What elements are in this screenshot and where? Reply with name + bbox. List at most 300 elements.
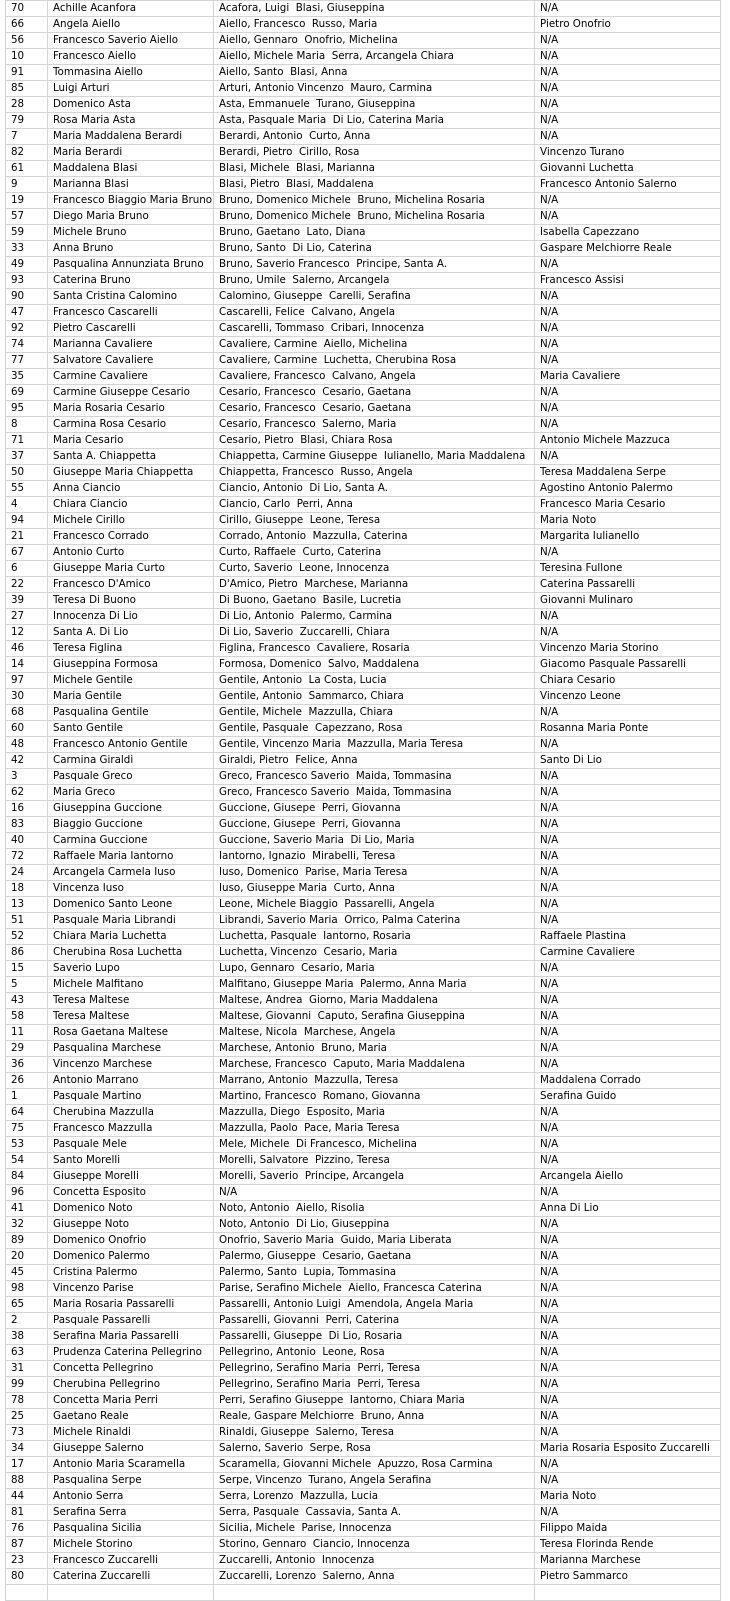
parents-cell[interactable]: Bruno, Domenico Michele Bruno, Michelina Rosaria (214, 209, 535, 225)
person-name-cell[interactable]: Caterina Bruno (48, 273, 214, 289)
godparent-cell[interactable]: Teresa Maddalena Serpe (535, 465, 721, 481)
parents-cell[interactable]: Cavaliere, Carmine Aiello, Michelina (214, 337, 535, 353)
person-name-cell[interactable]: Santa A. Chiappetta (48, 449, 214, 465)
godparent-cell[interactable]: N/A (535, 1457, 721, 1473)
godparent-cell[interactable]: Giovanni Luchetta (535, 161, 721, 177)
parents-cell[interactable]: Pellegrino, Serafino Maria Perri, Teresa (214, 1361, 535, 1377)
parents-cell[interactable]: Passarelli, Giuseppe Di Lio, Rosaria (214, 1329, 535, 1345)
record-number-cell[interactable]: 47 (6, 305, 48, 321)
person-name-cell[interactable]: Tommasina Aiello (48, 65, 214, 81)
person-name-cell[interactable]: Concetta Esposito (48, 1185, 214, 1201)
record-number-cell[interactable]: 58 (6, 1009, 48, 1025)
person-name-cell[interactable]: Michele Malfitano (48, 977, 214, 993)
godparent-cell[interactable]: N/A (535, 65, 721, 81)
record-number-cell[interactable]: 96 (6, 1185, 48, 1201)
person-name-cell[interactable]: Concetta Pellegrino (48, 1361, 214, 1377)
person-name-cell[interactable]: Santa Cristina Calomino (48, 289, 214, 305)
record-number-cell[interactable]: 31 (6, 1361, 48, 1377)
godparent-cell[interactable]: Carmine Cavaliere (535, 945, 721, 961)
parents-cell[interactable]: Scaramella, Giovanni Michele Apuzzo, Rosa Carmina (214, 1457, 535, 1473)
godparent-cell[interactable]: N/A (535, 881, 721, 897)
parents-cell[interactable]: Aiello, Michele Maria Serra, Arcangela Chiara (214, 49, 535, 65)
record-number-cell[interactable]: 26 (6, 1073, 48, 1089)
godparent-cell[interactable]: N/A (535, 1009, 721, 1025)
person-name-cell[interactable]: Giuseppina Guccione (48, 801, 214, 817)
record-number-cell[interactable]: 50 (6, 465, 48, 481)
record-number-cell[interactable]: 60 (6, 721, 48, 737)
parents-cell[interactable]: Cavaliere, Francesco Calvano, Angela (214, 369, 535, 385)
person-name-cell[interactable]: Anna Ciancio (48, 481, 214, 497)
parents-cell[interactable]: Cascarelli, Felice Calvano, Angela (214, 305, 535, 321)
person-name-cell[interactable]: Carmina Giraldi (48, 753, 214, 769)
parents-cell[interactable]: Greco, Francesco Saverio Maida, Tommasina (214, 769, 535, 785)
godparent-cell[interactable]: N/A (535, 1473, 721, 1489)
record-number-cell[interactable]: 17 (6, 1457, 48, 1473)
record-number-cell[interactable]: 98 (6, 1281, 48, 1297)
person-name-cell[interactable]: Achille Acanfora (48, 1, 214, 17)
record-number-cell[interactable]: 73 (6, 1425, 48, 1441)
parents-cell[interactable]: Curto, Saverio Leone, Innocenza (214, 561, 535, 577)
parents-cell[interactable]: Cirillo, Giuseppe Leone, Teresa (214, 513, 535, 529)
parents-cell[interactable]: Giraldi, Pietro Felice, Anna (214, 753, 535, 769)
record-number-cell[interactable]: 85 (6, 81, 48, 97)
godparent-cell[interactable]: Agostino Antonio Palermo (535, 481, 721, 497)
person-name-cell[interactable]: Maria Maddalena Berardi (48, 129, 214, 145)
record-number-cell[interactable]: 34 (6, 1441, 48, 1457)
godparent-cell[interactable]: Vincenzo Maria Storino (535, 641, 721, 657)
person-name-cell[interactable]: Domenico Onofrio (48, 1233, 214, 1249)
parents-cell[interactable]: Salerno, Saverio Serpe, Rosa (214, 1441, 535, 1457)
record-number-cell[interactable]: 84 (6, 1169, 48, 1185)
godparent-cell[interactable]: N/A (535, 289, 721, 305)
parents-cell[interactable]: Asta, Emmanuele Turano, Giuseppina (214, 97, 535, 113)
godparent-cell[interactable]: Vincenzo Leone (535, 689, 721, 705)
person-name-cell[interactable]: Serafina Serra (48, 1505, 214, 1521)
record-number-cell[interactable]: 27 (6, 609, 48, 625)
person-name-cell[interactable]: Francesco Zuccarelli (48, 1553, 214, 1569)
parents-cell[interactable]: Luchetta, Pasquale Iantorno, Rosaria (214, 929, 535, 945)
godparent-cell[interactable]: Maria Rosaria Esposito Zuccarelli (535, 1441, 721, 1457)
parents-cell[interactable]: Gentile, Vincenzo Maria Mazzulla, Maria Teresa (214, 737, 535, 753)
parents-cell[interactable]: Asta, Pasquale Maria Di Lio, Caterina Maria (214, 113, 535, 129)
parents-cell[interactable]: Di Lio, Saverio Zuccarelli, Chiara (214, 625, 535, 641)
godparent-cell[interactable]: N/A (535, 1025, 721, 1041)
godparent-cell[interactable]: N/A (535, 1137, 721, 1153)
person-name-cell[interactable]: Vincenzo Parise (48, 1281, 214, 1297)
godparent-cell[interactable]: N/A (535, 1361, 721, 1377)
record-number-cell[interactable]: 12 (6, 625, 48, 641)
record-number-cell[interactable]: 76 (6, 1521, 48, 1537)
parents-cell[interactable]: Serpe, Vincenzo Turano, Angela Serafina (214, 1473, 535, 1489)
godparent-cell[interactable]: Vincenzo Turano (535, 145, 721, 161)
person-name-cell[interactable]: Michele Bruno (48, 225, 214, 241)
record-number-cell[interactable]: 42 (6, 753, 48, 769)
record-number-cell[interactable]: 4 (6, 497, 48, 513)
person-name-cell[interactable]: Francesco Biaggio Maria Bruno (48, 193, 214, 209)
record-number-cell[interactable]: 39 (6, 593, 48, 609)
parents-cell[interactable]: Librandi, Saverio Maria Orrico, Palma Caterina (214, 913, 535, 929)
godparent-cell[interactable]: N/A (535, 129, 721, 145)
person-name-cell[interactable]: Pasqualina Serpe (48, 1473, 214, 1489)
person-name-cell[interactable]: Maria Rosaria Cesario (48, 401, 214, 417)
person-name-cell[interactable]: Antonio Curto (48, 545, 214, 561)
person-name-cell[interactable]: Giuseppe Salerno (48, 1441, 214, 1457)
record-number-cell[interactable]: 78 (6, 1393, 48, 1409)
person-name-cell[interactable]: Serafina Maria Passarelli (48, 1329, 214, 1345)
godparent-cell[interactable]: Antonio Michele Mazzuca (535, 433, 721, 449)
record-number-cell[interactable]: 41 (6, 1201, 48, 1217)
parents-cell[interactable]: Cesario, Pietro Blasi, Chiara Rosa (214, 433, 535, 449)
person-name-cell[interactable]: Francesco Saverio Aiello (48, 33, 214, 49)
person-name-cell[interactable]: Antonio Maria Scaramella (48, 1457, 214, 1473)
godparent-cell[interactable]: N/A (535, 1377, 721, 1393)
godparent-cell[interactable]: N/A (535, 1041, 721, 1057)
parents-cell[interactable]: N/A (214, 1185, 535, 1201)
godparent-cell[interactable]: Serafina Guido (535, 1089, 721, 1105)
godparent-cell[interactable]: N/A (535, 257, 721, 273)
godparent-cell[interactable]: Giacomo Pasquale Passarelli (535, 657, 721, 673)
record-number-cell[interactable]: 28 (6, 97, 48, 113)
record-number-cell[interactable]: 97 (6, 673, 48, 689)
godparent-cell[interactable]: N/A (535, 401, 721, 417)
godparent-cell[interactable]: N/A (535, 417, 721, 433)
record-number-cell[interactable]: 62 (6, 785, 48, 801)
person-name-cell[interactable]: Carmine Giuseppe Cesario (48, 385, 214, 401)
person-name-cell[interactable]: Rosa Maria Asta (48, 113, 214, 129)
parents-cell[interactable]: Sicilia, Michele Parise, Innocenza (214, 1521, 535, 1537)
parents-cell[interactable]: Ciancio, Carlo Perri, Anna (214, 497, 535, 513)
parents-cell[interactable]: Gentile, Antonio La Costa, Lucia (214, 673, 535, 689)
godparent-cell[interactable]: N/A (535, 49, 721, 65)
godparent-cell[interactable]: Pietro Onofrio (535, 17, 721, 33)
godparent-cell[interactable]: N/A (535, 1409, 721, 1425)
record-number-cell[interactable]: 66 (6, 17, 48, 33)
person-name-cell[interactable]: Michele Storino (48, 1537, 214, 1553)
person-name-cell[interactable]: Domenico Santo Leone (48, 897, 214, 913)
godparent-cell[interactable]: N/A (535, 33, 721, 49)
record-number-cell[interactable]: 75 (6, 1121, 48, 1137)
record-number-cell[interactable]: 49 (6, 257, 48, 273)
record-number-cell[interactable]: 90 (6, 289, 48, 305)
person-name-cell[interactable]: Antonio Marrano (48, 1073, 214, 1089)
parents-cell[interactable]: Bruno, Santo Di Lio, Caterina (214, 241, 535, 257)
godparent-cell[interactable]: N/A (535, 1425, 721, 1441)
record-number-cell[interactable]: 99 (6, 1377, 48, 1393)
godparent-cell[interactable]: Margarita Iulianello (535, 529, 721, 545)
parents-cell[interactable]: Serra, Pasquale Cassavia, Santa A. (214, 1505, 535, 1521)
person-name-cell[interactable]: Pasqualina Annunziata Bruno (48, 257, 214, 273)
godparent-cell[interactable]: N/A (535, 1265, 721, 1281)
record-number-cell[interactable]: 19 (6, 193, 48, 209)
person-name-cell[interactable]: Pasqualina Gentile (48, 705, 214, 721)
godparent-cell[interactable]: N/A (535, 1329, 721, 1345)
person-name-cell[interactable]: Cherubina Pellegrino (48, 1377, 214, 1393)
parents-cell[interactable]: Parise, Serafino Michele Aiello, Francesca Caterina (214, 1281, 535, 1297)
record-number-cell[interactable]: 67 (6, 545, 48, 561)
person-name-cell[interactable]: Innocenza Di Lio (48, 609, 214, 625)
person-name-cell[interactable]: Michele Gentile (48, 673, 214, 689)
person-name-cell[interactable]: Pasquale Martino (48, 1089, 214, 1105)
person-name-cell[interactable]: Francesco Aiello (48, 49, 214, 65)
godparent-cell[interactable]: N/A (535, 961, 721, 977)
record-number-cell[interactable]: 3 (6, 769, 48, 785)
record-number-cell[interactable]: 25 (6, 1409, 48, 1425)
person-name-cell[interactable]: Francesco Corrado (48, 529, 214, 545)
person-name-cell[interactable]: Prudenza Caterina Pellegrino (48, 1345, 214, 1361)
godparent-cell[interactable]: Gaspare Melchiorre Reale (535, 241, 721, 257)
parents-cell[interactable]: Berardi, Pietro Cirillo, Rosa (214, 145, 535, 161)
parents-cell[interactable]: Formosa, Domenico Salvo, Maddalena (214, 657, 535, 673)
person-name-cell[interactable]: Angela Aiello (48, 17, 214, 33)
record-number-cell[interactable]: 61 (6, 161, 48, 177)
person-name-cell[interactable]: Marianna Blasi (48, 177, 214, 193)
parents-cell[interactable]: Perri, Serafino Giuseppe Iantorno, Chiara Maria (214, 1393, 535, 1409)
person-name-cell[interactable]: Carmina Guccione (48, 833, 214, 849)
parents-cell[interactable]: Mazzulla, Diego Esposito, Maria (214, 1105, 535, 1121)
parents-cell[interactable]: Cesario, Francesco Cesario, Gaetana (214, 401, 535, 417)
parents-cell[interactable] (214, 1585, 535, 1601)
record-number-cell[interactable]: 35 (6, 369, 48, 385)
parents-cell[interactable]: Iuso, Giuseppe Maria Curto, Anna (214, 881, 535, 897)
godparent-cell[interactable]: Maria Noto (535, 1489, 721, 1505)
parents-cell[interactable]: Guccione, Saverio Maria Di Lio, Maria (214, 833, 535, 849)
parents-cell[interactable]: Zuccarelli, Antonio Innocenza (214, 1553, 535, 1569)
godparent-cell[interactable]: Teresa Florinda Rende (535, 1537, 721, 1553)
parents-cell[interactable]: Mazzulla, Paolo Pace, Maria Teresa (214, 1121, 535, 1137)
godparent-cell[interactable]: Francesco Antonio Salerno (535, 177, 721, 193)
parents-cell[interactable]: Cavaliere, Carmine Luchetta, Cherubina Rosa (214, 353, 535, 369)
godparent-cell[interactable]: N/A (535, 801, 721, 817)
parents-cell[interactable]: Cesario, Francesco Salerno, Maria (214, 417, 535, 433)
person-name-cell[interactable]: Cherubina Mazzulla (48, 1105, 214, 1121)
person-name-cell[interactable]: Pietro Cascarelli (48, 321, 214, 337)
person-name-cell[interactable]: Cherubina Rosa Luchetta (48, 945, 214, 961)
person-name-cell[interactable]: Michele Rinaldi (48, 1425, 214, 1441)
record-number-cell[interactable]: 87 (6, 1537, 48, 1553)
godparent-cell[interactable]: N/A (535, 1057, 721, 1073)
record-number-cell[interactable]: 20 (6, 1249, 48, 1265)
parents-cell[interactable]: Chiappetta, Carmine Giuseppe Iulianello, Maria Maddalena (214, 449, 535, 465)
parents-cell[interactable]: Gentile, Pasquale Capezzano, Rosa (214, 721, 535, 737)
record-number-cell[interactable]: 95 (6, 401, 48, 417)
record-number-cell[interactable]: 33 (6, 241, 48, 257)
record-number-cell[interactable]: 1 (6, 1089, 48, 1105)
person-name-cell[interactable]: Carmine Cavaliere (48, 369, 214, 385)
godparent-cell[interactable]: Isabella Capezzano (535, 225, 721, 241)
person-name-cell[interactable]: Maria Gentile (48, 689, 214, 705)
record-number-cell[interactable]: 72 (6, 849, 48, 865)
parents-cell[interactable]: Greco, Francesco Saverio Maida, Tommasina (214, 785, 535, 801)
godparent-cell[interactable]: N/A (535, 385, 721, 401)
record-number-cell[interactable]: 43 (6, 993, 48, 1009)
godparent-cell[interactable]: N/A (535, 1297, 721, 1313)
parents-cell[interactable]: Marrano, Antonio Mazzulla, Teresa (214, 1073, 535, 1089)
record-number-cell[interactable] (6, 1585, 48, 1601)
parents-cell[interactable]: Bruno, Gaetano Lato, Diana (214, 225, 535, 241)
godparent-cell[interactable]: N/A (535, 545, 721, 561)
record-number-cell[interactable]: 16 (6, 801, 48, 817)
parents-cell[interactable]: Pellegrino, Serafino Maria Perri, Teresa (214, 1377, 535, 1393)
record-number-cell[interactable]: 56 (6, 33, 48, 49)
person-name-cell[interactable]: Caterina Zuccarelli (48, 1569, 214, 1585)
godparent-cell[interactable]: Francesco Assisi (535, 273, 721, 289)
parents-cell[interactable]: Di Buono, Gaetano Basile, Lucretia (214, 593, 535, 609)
parents-cell[interactable]: Rinaldi, Giuseppe Salerno, Teresa (214, 1425, 535, 1441)
record-number-cell[interactable]: 15 (6, 961, 48, 977)
person-name-cell[interactable]: Pasquale Maria Librandi (48, 913, 214, 929)
godparent-cell[interactable]: N/A (535, 81, 721, 97)
record-number-cell[interactable]: 8 (6, 417, 48, 433)
parents-cell[interactable]: Di Lio, Antonio Palermo, Carmina (214, 609, 535, 625)
parents-cell[interactable]: Reale, Gaspare Melchiorre Bruno, Anna (214, 1409, 535, 1425)
record-number-cell[interactable]: 92 (6, 321, 48, 337)
parents-cell[interactable]: Corrado, Antonio Mazzulla, Caterina (214, 529, 535, 545)
parents-cell[interactable]: Lupo, Gennaro Cesario, Maria (214, 961, 535, 977)
parents-cell[interactable]: Noto, Antonio Di Lio, Giuseppina (214, 1217, 535, 1233)
record-number-cell[interactable]: 53 (6, 1137, 48, 1153)
record-number-cell[interactable]: 55 (6, 481, 48, 497)
parents-cell[interactable]: Marchese, Antonio Bruno, Maria (214, 1041, 535, 1057)
parents-cell[interactable]: Maltese, Andrea Giorno, Maria Maddalena (214, 993, 535, 1009)
person-name-cell[interactable]: Carmina Rosa Cesario (48, 417, 214, 433)
record-number-cell[interactable]: 69 (6, 385, 48, 401)
godparent-cell[interactable]: N/A (535, 993, 721, 1009)
parents-cell[interactable]: Onofrio, Saverio Maria Guido, Maria Liberata (214, 1233, 535, 1249)
parents-cell[interactable]: Palermo, Giuseppe Cesario, Gaetana (214, 1249, 535, 1265)
godparent-cell[interactable]: N/A (535, 977, 721, 993)
person-name-cell[interactable]: Biaggio Guccione (48, 817, 214, 833)
godparent-cell[interactable]: N/A (535, 1313, 721, 1329)
godparent-cell[interactable]: N/A (535, 833, 721, 849)
person-name-cell[interactable]: Santa A. Di Lio (48, 625, 214, 641)
record-number-cell[interactable]: 10 (6, 49, 48, 65)
godparent-cell[interactable]: Rosanna Maria Ponte (535, 721, 721, 737)
person-name-cell[interactable]: Francesco Mazzulla (48, 1121, 214, 1137)
godparent-cell[interactable]: N/A (535, 1217, 721, 1233)
record-number-cell[interactable]: 74 (6, 337, 48, 353)
person-name-cell[interactable]: Concetta Maria Perri (48, 1393, 214, 1409)
record-number-cell[interactable]: 13 (6, 897, 48, 913)
godparent-cell[interactable]: N/A (535, 1249, 721, 1265)
parents-cell[interactable]: Maltese, Nicola Marchese, Angela (214, 1025, 535, 1041)
parents-cell[interactable]: Gentile, Antonio Sammarco, Chiara (214, 689, 535, 705)
person-name-cell[interactable]: Saverio Lupo (48, 961, 214, 977)
godparent-cell[interactable]: N/A (535, 737, 721, 753)
parents-cell[interactable]: Morelli, Saverio Principe, Arcangela (214, 1169, 535, 1185)
parents-cell[interactable]: Pellegrino, Antonio Leone, Rosa (214, 1345, 535, 1361)
person-name-cell[interactable]: Pasquale Greco (48, 769, 214, 785)
record-number-cell[interactable]: 82 (6, 145, 48, 161)
record-number-cell[interactable]: 45 (6, 1265, 48, 1281)
person-name-cell[interactable]: Teresa Di Buono (48, 593, 214, 609)
record-number-cell[interactable]: 18 (6, 881, 48, 897)
godparent-cell[interactable]: N/A (535, 625, 721, 641)
godparent-cell[interactable]: Maddalena Corrado (535, 1073, 721, 1089)
parents-cell[interactable]: D'Amico, Pietro Marchese, Marianna (214, 577, 535, 593)
record-number-cell[interactable]: 5 (6, 977, 48, 993)
person-name-cell[interactable]: Diego Maria Bruno (48, 209, 214, 225)
record-number-cell[interactable]: 51 (6, 913, 48, 929)
parents-cell[interactable]: Blasi, Pietro Blasi, Maddalena (214, 177, 535, 193)
godparent-cell[interactable]: N/A (535, 193, 721, 209)
person-name-cell[interactable]: Luigi Arturi (48, 81, 214, 97)
record-number-cell[interactable]: 38 (6, 1329, 48, 1345)
person-name-cell[interactable]: Maria Berardi (48, 145, 214, 161)
record-number-cell[interactable]: 79 (6, 113, 48, 129)
parents-cell[interactable]: Malfitano, Giuseppe Maria Palermo, Anna Maria (214, 977, 535, 993)
record-number-cell[interactable]: 64 (6, 1105, 48, 1121)
parents-cell[interactable]: Aiello, Gennaro Onofrio, Michelina (214, 33, 535, 49)
record-number-cell[interactable]: 6 (6, 561, 48, 577)
godparent-cell[interactable]: N/A (535, 321, 721, 337)
godparent-cell[interactable]: Caterina Passarelli (535, 577, 721, 593)
godparent-cell[interactable]: N/A (535, 1281, 721, 1297)
godparent-cell[interactable] (535, 1585, 721, 1601)
record-number-cell[interactable]: 86 (6, 945, 48, 961)
person-name-cell[interactable]: Giuseppe Maria Curto (48, 561, 214, 577)
godparent-cell[interactable]: N/A (535, 337, 721, 353)
godparent-cell[interactable]: Francesco Maria Cesario (535, 497, 721, 513)
person-name-cell[interactable]: Michele Cirillo (48, 513, 214, 529)
person-name-cell[interactable]: Antonio Serra (48, 1489, 214, 1505)
record-number-cell[interactable]: 88 (6, 1473, 48, 1489)
person-name-cell[interactable]: Rosa Gaetana Maltese (48, 1025, 214, 1041)
parents-cell[interactable]: Figlina, Francesco Cavaliere, Rosaria (214, 641, 535, 657)
record-number-cell[interactable]: 14 (6, 657, 48, 673)
godparent-cell[interactable]: Anna Di Lio (535, 1201, 721, 1217)
person-name-cell[interactable]: Arcangela Carmela Iuso (48, 865, 214, 881)
record-number-cell[interactable]: 36 (6, 1057, 48, 1073)
person-name-cell[interactable]: Domenico Noto (48, 1201, 214, 1217)
parents-cell[interactable]: Mele, Michele Di Francesco, Michelina (214, 1137, 535, 1153)
parents-cell[interactable]: Bruno, Domenico Michele Bruno, Michelina Rosaria (214, 193, 535, 209)
person-name-cell[interactable]: Maria Rosaria Passarelli (48, 1297, 214, 1313)
record-number-cell[interactable]: 22 (6, 577, 48, 593)
person-name-cell[interactable]: Santo Gentile (48, 721, 214, 737)
parents-cell[interactable]: Bruno, Umile Salerno, Arcangela (214, 273, 535, 289)
godparent-cell[interactable]: N/A (535, 1105, 721, 1121)
person-name-cell[interactable]: Teresa Figlina (48, 641, 214, 657)
record-number-cell[interactable]: 44 (6, 1489, 48, 1505)
godparent-cell[interactable]: N/A (535, 1233, 721, 1249)
person-name-cell[interactable]: Giuseppina Formosa (48, 657, 214, 673)
parents-cell[interactable]: Iantorno, Ignazio Mirabelli, Teresa (214, 849, 535, 865)
godparent-cell[interactable]: N/A (535, 897, 721, 913)
godparent-cell[interactable]: N/A (535, 1153, 721, 1169)
godparent-cell[interactable]: N/A (535, 1345, 721, 1361)
person-name-cell[interactable]: Pasquale Passarelli (48, 1313, 214, 1329)
person-name-cell[interactable]: Vincenza Iuso (48, 881, 214, 897)
parents-cell[interactable]: Martino, Francesco Romano, Giovanna (214, 1089, 535, 1105)
parents-cell[interactable]: Cesario, Francesco Cesario, Gaetana (214, 385, 535, 401)
godparent-cell[interactable]: N/A (535, 1505, 721, 1521)
parents-cell[interactable]: Acafora, Luigi Blasi, Giuseppina (214, 1, 535, 17)
godparent-cell[interactable]: N/A (535, 97, 721, 113)
parents-cell[interactable]: Palermo, Santo Lupia, Tommasina (214, 1265, 535, 1281)
record-number-cell[interactable]: 46 (6, 641, 48, 657)
person-name-cell[interactable]: Giuseppe Morelli (48, 1169, 214, 1185)
parents-cell[interactable]: Aiello, Santo Blasi, Anna (214, 65, 535, 81)
record-number-cell[interactable]: 23 (6, 1553, 48, 1569)
person-name-cell[interactable]: Pasqualina Marchese (48, 1041, 214, 1057)
parents-cell[interactable]: Marchese, Francesco Caputo, Maria Maddalena (214, 1057, 535, 1073)
record-number-cell[interactable]: 91 (6, 65, 48, 81)
parents-cell[interactable]: Iuso, Domenico Parise, Maria Teresa (214, 865, 535, 881)
person-name-cell[interactable]: Francesco Antonio Gentile (48, 737, 214, 753)
godparent-cell[interactable]: N/A (535, 209, 721, 225)
person-name-cell[interactable]: Giuseppe Noto (48, 1217, 214, 1233)
person-name-cell[interactable]: Francesco Cascarelli (48, 305, 214, 321)
